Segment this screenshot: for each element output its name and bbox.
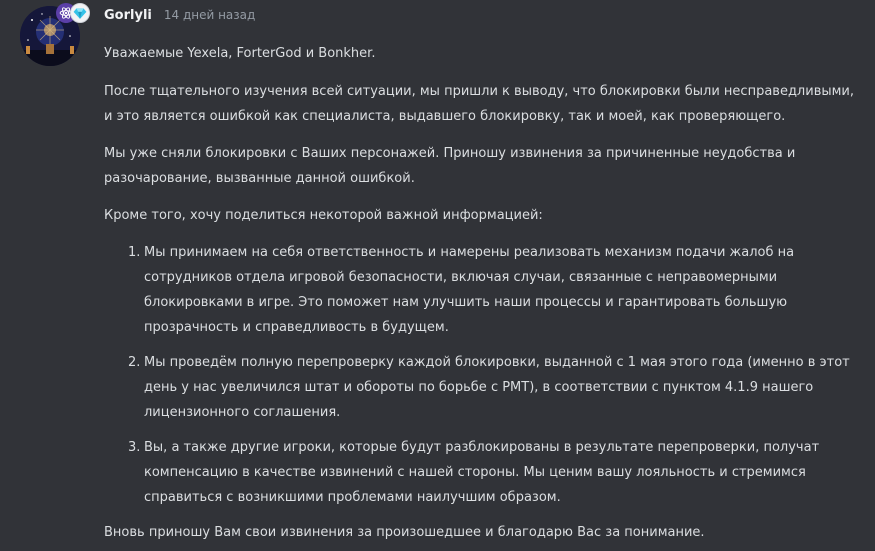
paragraph-unban: Мы уже сняли блокировки с Ваших персонажей. Приношу извинения за причиненные неудобства и разочарование, вызванные данной ошибкой.	[104, 146, 796, 186]
list-item	[104, 435, 856, 510]
list-item-text: Вы, а также другие игроки, которые будут разблокированы в результате перепроверки, получат компенсацию в качестве извинений с нашей стороны. Мы ценим вашу лояльность и стремимся справиться с возникшими проблемами наилучшим образом.	[144, 440, 820, 505]
paragraph-info-intro: Кроме того, хочу поделиться некоторой важной информацией:	[104, 208, 543, 223]
timestamp[interactable]: 14 дней назад	[163, 8, 256, 22]
message-header	[104, 8, 255, 23]
info-list	[104, 240, 856, 510]
list-item-number: 2.	[128, 355, 141, 370]
list-item-number: 3.	[128, 440, 141, 455]
paragraph-conclusion: После тщательного изучения всей ситуации, мы пришли к выводу, что блокировки были несправедливыми, и это является ошибкой как специалиста, выдавшего блокировку, так и моей, как проверяющего.	[104, 84, 855, 124]
list-item	[104, 240, 856, 340]
list-item-text: Мы принимаем на себя ответственность и намерены реализовать механизм подачи жалоб на сотрудников отдела игровой безопасности, включая случаи, связанные с неправомерными блокировками в игре. Это поможет нам улучшить наши процессы и гарантировать большую прозрачность и справедливость в будущем.	[144, 245, 795, 335]
greeting-paragraph: Уважаемые Yexela, ForterGod и Bonkher.	[104, 46, 376, 61]
list-item-text: Мы проведём полную перепроверку каждой блокировки, выданной с 1 мая этого года (именно в этот день у нас увеличился штат и обороты по борьбе с РМТ), в соответствии с пунктом 4.1.9 нашего лицензионного соглашения.	[144, 355, 850, 420]
list-item	[104, 350, 856, 425]
list-item-number: 1.	[128, 245, 141, 260]
closing-paragraph: Вновь приношу Вам свои извинения за произошедшее и благодарю Вас за понимание.	[104, 525, 705, 540]
username[interactable]: Gorlyli	[104, 8, 152, 23]
message-content	[104, 41, 856, 545]
diamond-badge-icon[interactable]	[70, 3, 90, 23]
user-badges	[56, 3, 90, 23]
